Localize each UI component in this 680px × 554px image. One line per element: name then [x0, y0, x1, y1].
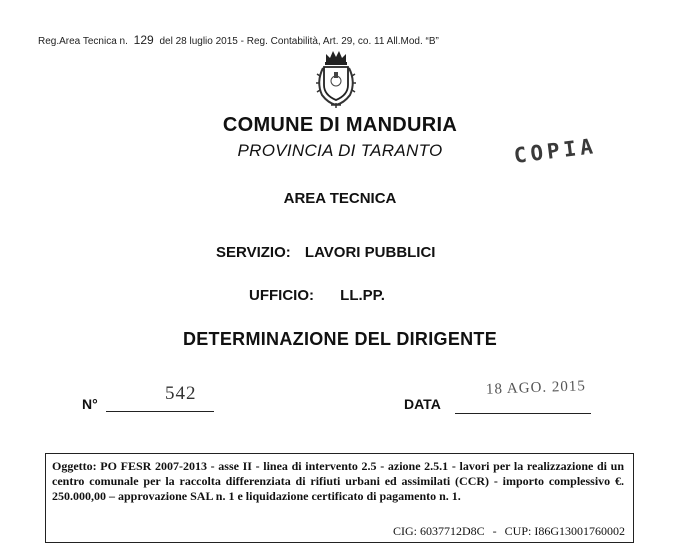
reg-suffix: del 28 luglio 2015 - Reg. Contabilità, Art. 29, co. 11 All.Mod. “B”: [159, 36, 439, 47]
number-value: 542: [165, 383, 197, 404]
copy-stamp: COPIA: [512, 133, 599, 168]
codes-separator: -: [492, 524, 497, 538]
ufficio-value: LL.PP.: [340, 287, 385, 304]
project-codes: [393, 524, 625, 539]
number-underline: [106, 411, 214, 412]
reg-number: 129: [133, 33, 154, 47]
date-stamp: 18 AGO. 2015: [485, 378, 587, 398]
registration-line: [38, 33, 439, 47]
cig-code: CIG: 6037712D8C: [392, 524, 485, 538]
servizio-label: SERVIZIO:: [216, 244, 291, 261]
ufficio-row: [249, 287, 385, 304]
province-name: PROVINCIA DI TARANTO: [237, 141, 443, 160]
date-underline: [455, 413, 591, 414]
subject-text: Oggetto: PO FESR 2007-2013 - asse II - linea di intervento 2.5 - azione 2.5.1 - lavori per la realizzazione di un centro comunale per la raccolta differenziata di rifiuti urbani ed assimilati (CCR) - importo complessivo €. 250.000,00 – approvazione SAL n. 1 e liquidazione certificato di pagamento n. 1.: [52, 459, 624, 503]
document-title: DETERMINAZIONE DEL DIRIGENTE: [182, 329, 498, 349]
municipality-name: COMUNE DI MANDURIA: [222, 114, 458, 136]
ufficio-label: UFFICIO:: [249, 287, 314, 304]
number-label: N°: [82, 396, 98, 412]
subject-box: [45, 453, 634, 543]
servizio-value: LAVORI PUBBLICI: [304, 244, 436, 261]
area-heading: AREA TECNICA: [283, 190, 397, 207]
date-label: DATA: [404, 396, 441, 412]
servizio-row: [216, 244, 435, 261]
reg-prefix: Reg.Area Tecnica n.: [38, 36, 128, 47]
cup-code: CUP: I86G13001760002: [504, 524, 625, 538]
coat-of-arms-icon: [313, 48, 359, 110]
